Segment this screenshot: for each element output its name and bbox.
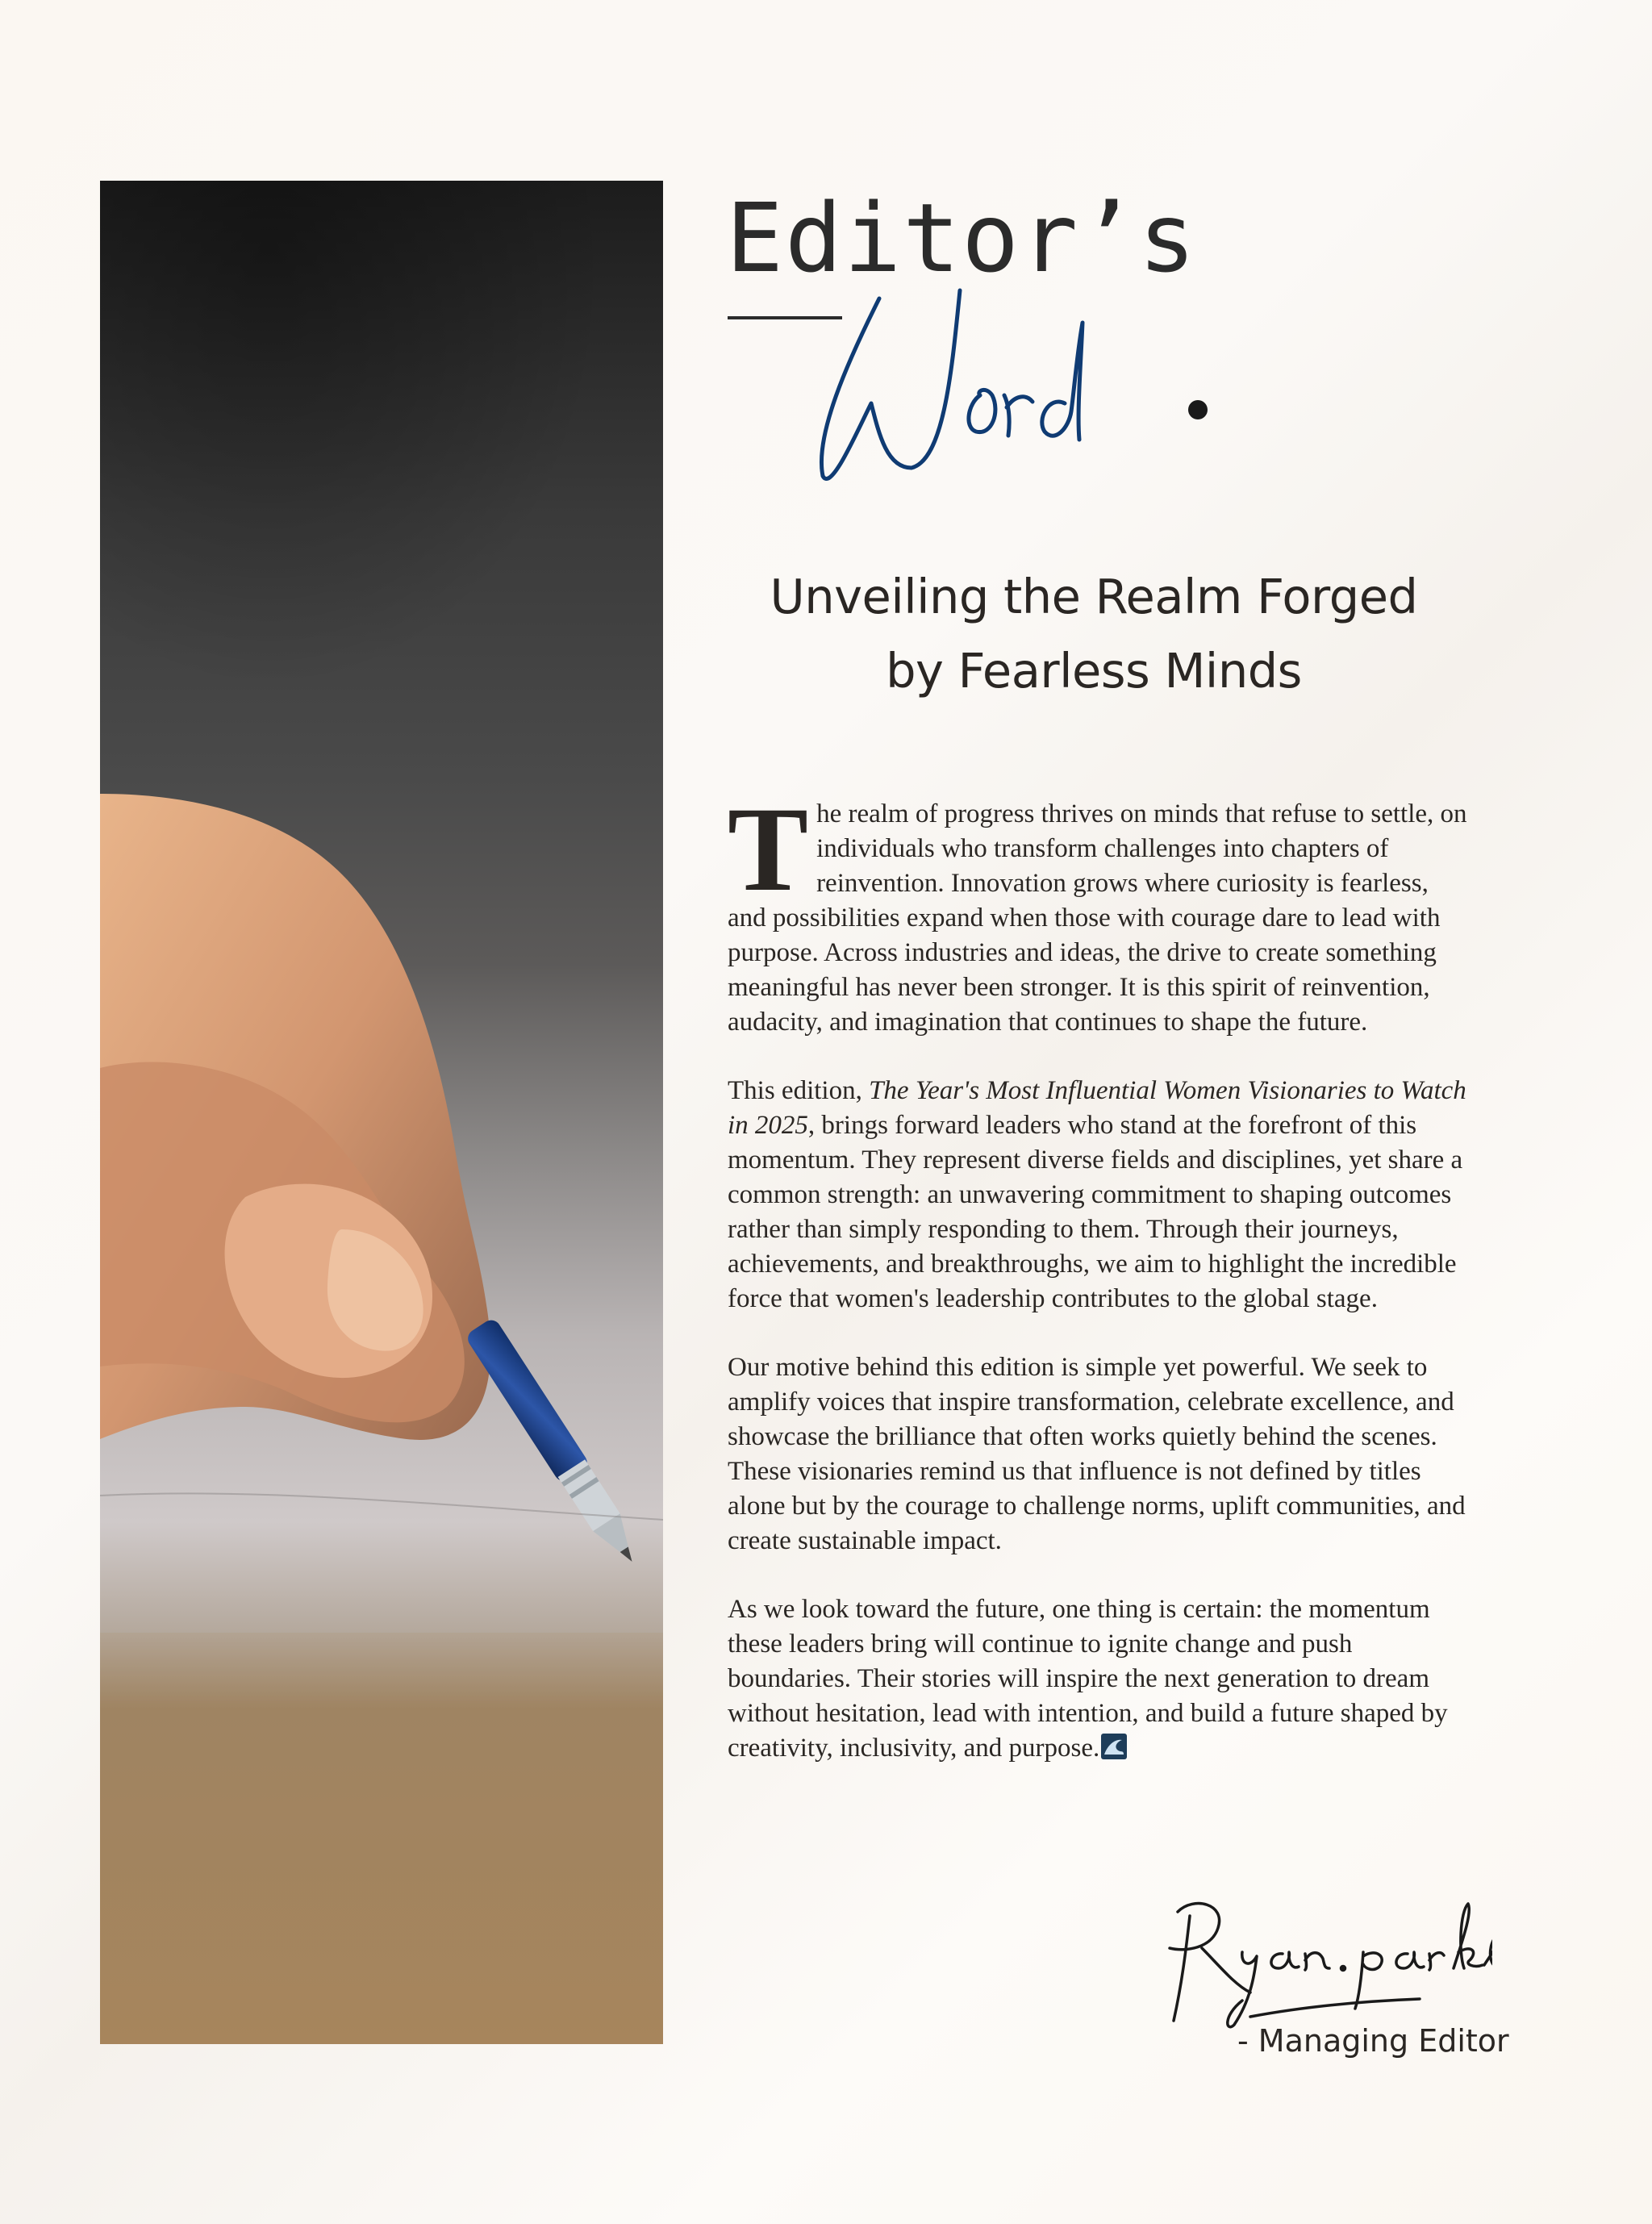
headline-line-1: Unveiling the Realm Forged bbox=[770, 569, 1418, 624]
paragraph-1 bbox=[728, 782, 1468, 1040]
wave-emoji-icon bbox=[1101, 1734, 1127, 1759]
paragraph-2-lead: This edition, bbox=[728, 1076, 870, 1105]
paragraph-1-text: he realm of progress thrives on minds that refuse to settle, on individuals who transform challenges into chapters of reinvention. Innovation grows where curiosity is fearless, and possibilities expand when those with courage dare to lead with purpose. Across industries and ideas, the drive to create something meaningful has never been stronger. It is this spirit of reinvention, audacity, and imagination that continues to shape the future. bbox=[728, 799, 1467, 1037]
signature bbox=[1153, 1888, 1492, 2033]
edition-title: The Year's Most Influential Women Visionaries to Watch in 2025 bbox=[728, 1076, 1466, 1140]
title-word-script bbox=[799, 274, 1250, 484]
paragraph-4 bbox=[728, 1592, 1468, 1766]
headline-line-2: by Fearless Minds bbox=[886, 643, 1302, 699]
paragraph-2 bbox=[728, 1074, 1468, 1316]
paragraph-2-rest: , brings forward leaders who stand at the forefront of this momentum. They represent diverse fields and disciplines, yet share a common strength: an unwavering commitment to shaping outcomes rather than simply responding to them. Through their journeys, achievements, and breakthroughs, we aim to highlight the incredible force that women's leadership contributes to the global stage. bbox=[728, 1111, 1463, 1313]
drop-cap: T bbox=[728, 782, 809, 916]
paragraph-4-text: As we look toward the future, one thing is certain: the momentum these leaders bring will continue to ignite change and push boundaries. Their stories will inspire the next generation to dream without hesitation, lead with intention, and build a future shaped by creativity, inclusivity, and purpose. bbox=[728, 1595, 1448, 1763]
title-editors: Editor’s bbox=[726, 182, 1198, 294]
article-body bbox=[728, 782, 1468, 1800]
hand-writing-photo bbox=[100, 181, 663, 2044]
signature-role: - Managing Editor bbox=[1237, 2023, 1509, 2059]
headline bbox=[726, 560, 1462, 708]
paragraph-3: Our motive behind this edition is simple yet powerful. We seek to amplify voices that inspire transformation, celebrate excellence, and showcase the brilliance that often works quietly behind the scenes. These visionaries remind us that influence is not defined by titles alone but by the courage to challenge norms, uplift communities, and create sustainable impact. bbox=[728, 1353, 1466, 1555]
